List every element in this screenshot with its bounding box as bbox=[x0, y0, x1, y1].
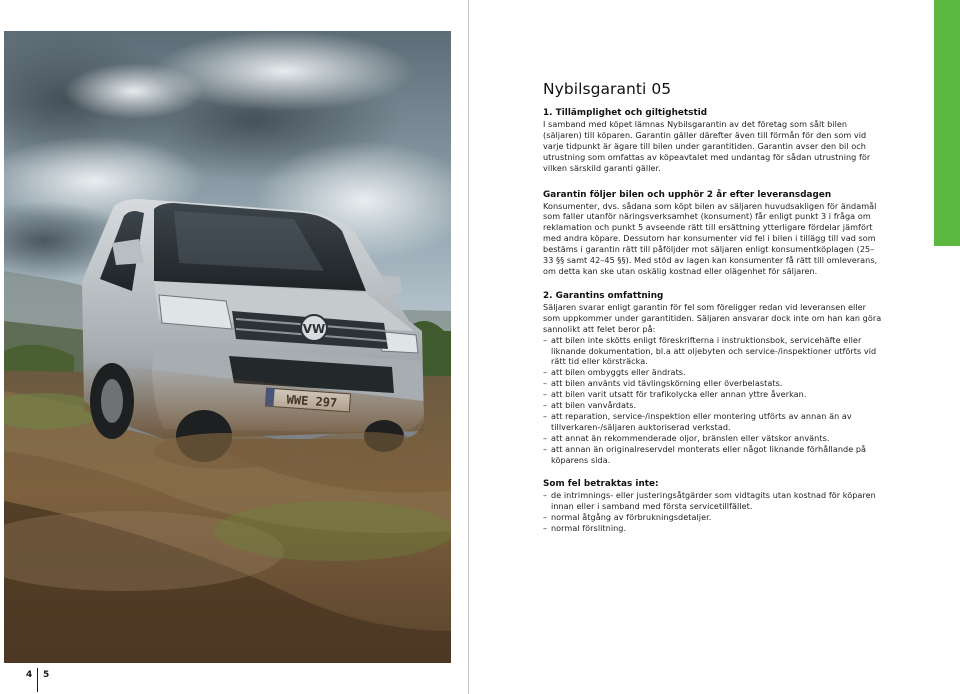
section-applicability bbox=[543, 108, 883, 174]
section-scope-title: 2. Garantins omfattning bbox=[543, 290, 664, 301]
section-followup bbox=[543, 190, 883, 277]
list-item: – att bilen inte skötts enligt föreskrifterna i instruktionsbok, servicehäfte eller liknande dokumentation, bl.a att oljebyten och service-/inspektioner utförts vid rätt tid eller körsträcka. bbox=[543, 335, 883, 368]
svg-text:VW: VW bbox=[302, 322, 326, 336]
list-item: – att reparation, service-/inspektion eller montering utförts av annan än av tillverkaren-/säljaren auktoriserad verkstad. bbox=[543, 411, 883, 433]
list-item: – normal åtgång av förbrukningsdetaljer. bbox=[543, 512, 883, 523]
section-followup-body: Konsumenter, dvs. sådana som köpt bilen av säljaren huvudsakligen för ändamål som faller utanför näringsverksamhet (konsument) får enligt punkt 3 i fråga om reklamation och punkt 5 avseende rätt till ersättning ytterligare fördelar jämfört med andra köpare. Dessutom har konsumenter vid fel i bilen i tillägg till vad som bestäms i garantin rätt till påföljder mot säljaren enligt konsumentköplagen (25–33 §§ samt 42–45 §§). Med stöd av lagen kan konsumenter få rätt till omleverans, om detta kan ske utan oskälig kostnad eller olägenhet för säljaren. bbox=[543, 200, 878, 276]
section-applicability-title: 1. Tillämplighet och giltighetstid bbox=[543, 108, 708, 118]
page-number-left: 4 bbox=[26, 670, 33, 680]
section-not-defects-title: Som fel betraktas inte: bbox=[543, 479, 659, 490]
page-spine bbox=[468, 0, 469, 694]
section-scope bbox=[543, 291, 883, 466]
list-item: – att annat än rekommenderade oljor, bränslen eller vätskor använts. bbox=[543, 433, 883, 444]
section-followup-title: Garantin följer bilen och upphör 2 år efter leveransdagen bbox=[543, 189, 832, 200]
van-photo bbox=[4, 31, 451, 663]
list-item: – de intrimnings- eller justeringsåtgärder som vidtagits utan kostnad för köparen innan eller i samband med första servicetillfället. bbox=[543, 490, 883, 512]
right-page-content bbox=[543, 79, 883, 545]
list-item: – att bilen använts vid tävlingskörning eller överbelastats. bbox=[543, 378, 883, 389]
section-not-defects bbox=[543, 479, 883, 534]
left-page bbox=[0, 0, 468, 694]
list-item: – normal förslitning. bbox=[543, 523, 883, 534]
page-number-right: 5 bbox=[43, 670, 50, 680]
list-item: – att bilen vanvårdats. bbox=[543, 400, 883, 411]
section-scope-list bbox=[543, 335, 883, 466]
list-item: – att bilen varit utsatt för trafikolycka eller annan yttre åverkan. bbox=[543, 389, 883, 400]
section-scope-intro: Säljaren svarar enligt garantin för fel som föreligger redan vid leveransen eller som uppkommer under garantitiden. Säljaren ansvarar dock inte om han kan göra sannolikt att felet beror på: bbox=[543, 301, 882, 334]
list-item: – att bilen ombyggts eller ändrats. bbox=[543, 367, 883, 378]
page-title: Nybilsgaranti 05 bbox=[543, 80, 672, 98]
section-color-tab bbox=[934, 0, 960, 246]
section-applicability-body: I samband med köpet lämnas Nybilsgarantin av det företag som sålt bilen (säljaren) till köparen. Garantin gäller därefter även till förmån för den som vid varje tidpunkt är ägare till bilen under garantitiden. Garantin avser den bil och utrustning som omfattas av köpeavtalet med undantag för sådan utrustning för vilken särskild garanti gäller. bbox=[543, 119, 871, 173]
list-item: – att annan än originalreservdel monterats eller något liknande förhållande på köparens sida. bbox=[543, 444, 883, 466]
page-number-divider bbox=[37, 668, 38, 692]
section-not-defects-list bbox=[543, 490, 883, 534]
